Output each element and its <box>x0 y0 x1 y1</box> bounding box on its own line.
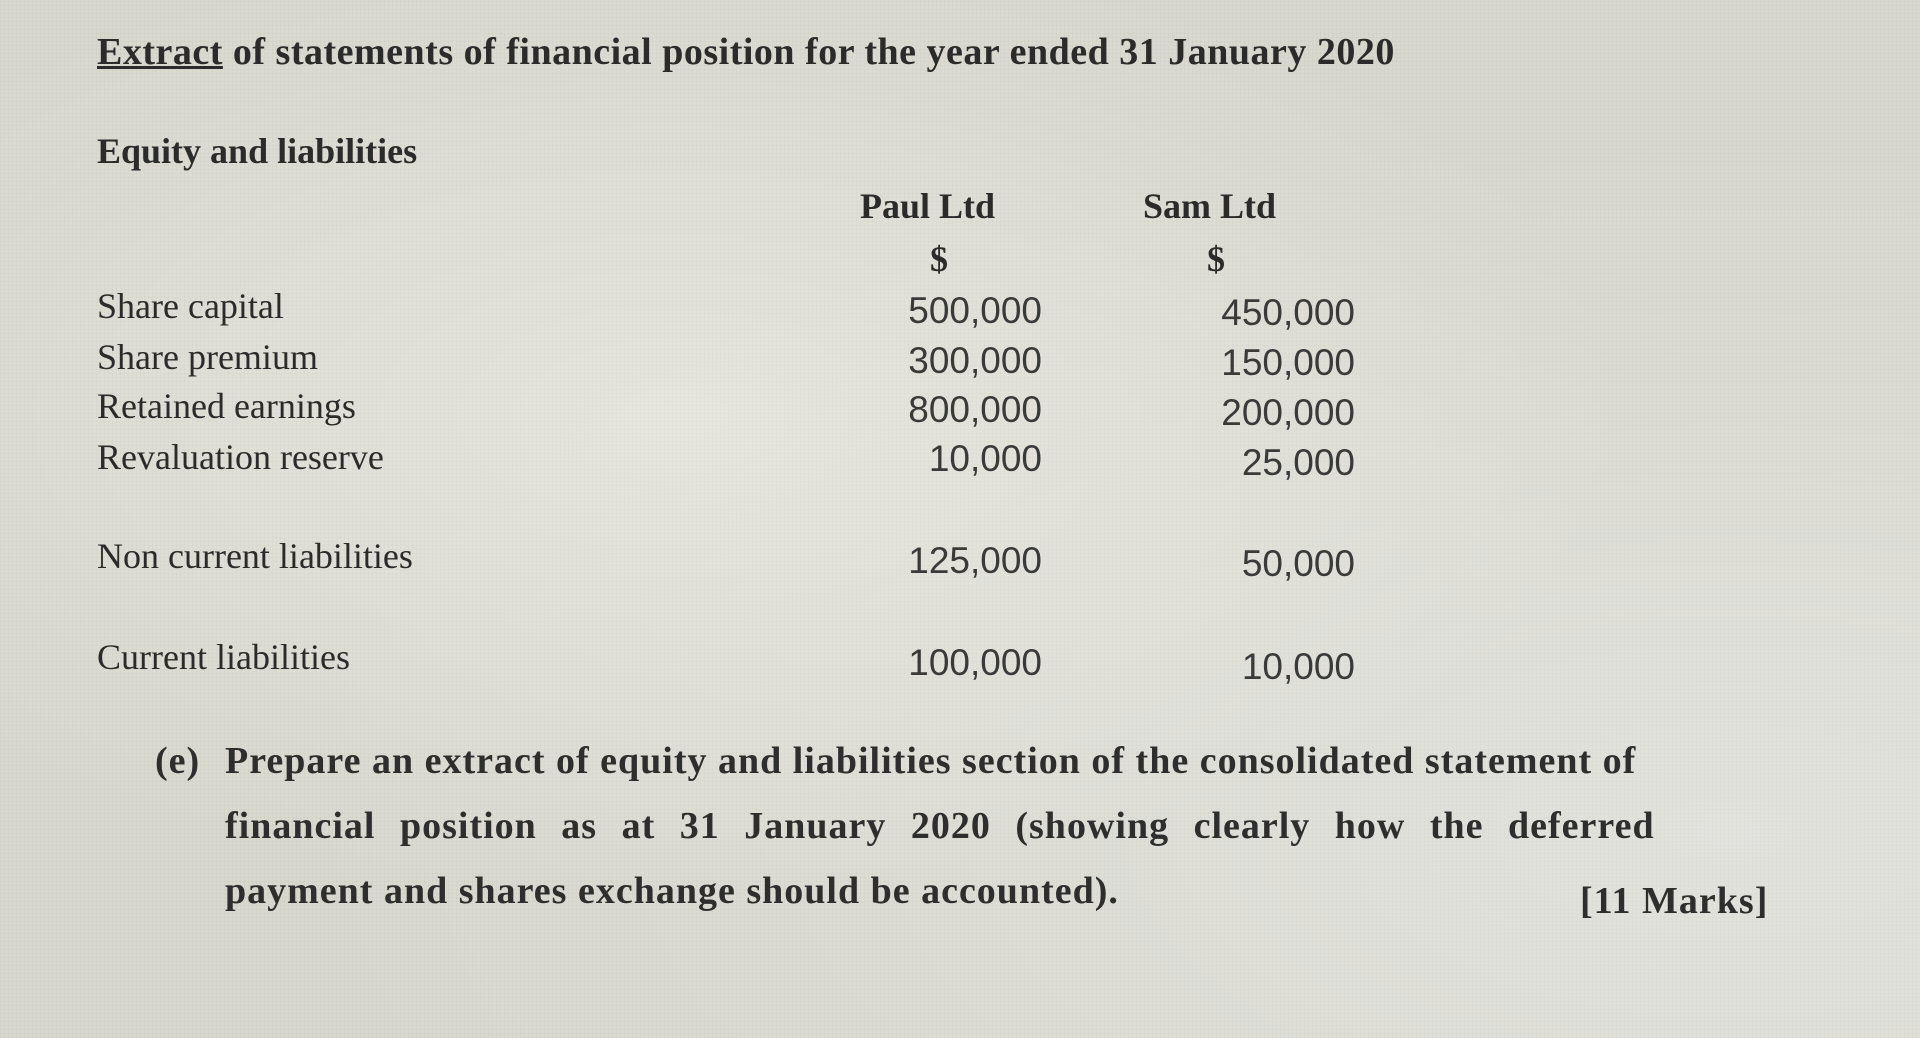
column-header-sam: Sam Ltd <box>1143 186 1277 226</box>
value-paul-revaluation-reserve: 10,000 <box>928 438 1042 479</box>
question-text-line-2: financial position as at 31 January 2020 (showing clearly how the deferred <box>225 805 1655 847</box>
column-header-paul: Paul Ltd <box>860 186 996 226</box>
value-sam-non-current-liabilities: 50,000 <box>1241 543 1355 584</box>
value-sam-share-capital: 450,000 <box>1221 292 1355 333</box>
row-label-share-capital: Share capital <box>97 286 284 326</box>
value-paul-retained-earnings: 800,000 <box>908 389 1042 430</box>
question-text-line-3: payment and shares exchange should be accounted). <box>225 870 1119 912</box>
value-paul-share-capital: 500,000 <box>908 290 1042 331</box>
currency-symbol-paul: $ <box>930 239 948 279</box>
document-title-underlined: Extract <box>97 31 223 73</box>
question-text-line-1: Prepare an extract of equity and liabilities section of the consolidated statement of <box>225 740 1637 782</box>
marks-label: [11 Marks] <box>1580 880 1769 922</box>
row-label-share-premium: Share premium <box>97 337 318 377</box>
value-paul-share-premium: 300,000 <box>908 340 1042 381</box>
value-sam-share-premium: 150,000 <box>1221 342 1355 383</box>
question-label: (e) <box>155 740 201 782</box>
row-label-retained-earnings: Retained earnings <box>97 386 356 426</box>
document-title-text: of statements of financial position for the year ended 31 January 2020 <box>232 31 1395 73</box>
value-paul-current-liabilities: 100,000 <box>908 642 1042 683</box>
value-paul-non-current-liabilities: 125,000 <box>908 540 1042 581</box>
document-title <box>97 30 1395 74</box>
value-sam-retained-earnings: 200,000 <box>1221 392 1355 433</box>
value-sam-current-liabilities: 10,000 <box>1241 646 1355 687</box>
section-heading: Equity and liabilities <box>97 131 418 171</box>
row-label-non-current-liabilities: Non current liabilities <box>97 536 413 576</box>
row-label-revaluation-reserve: Revaluation reserve <box>97 437 384 477</box>
currency-symbol-sam: $ <box>1207 239 1225 279</box>
row-label-current-liabilities: Current liabilities <box>97 637 350 677</box>
value-sam-revaluation-reserve: 25,000 <box>1241 442 1355 483</box>
